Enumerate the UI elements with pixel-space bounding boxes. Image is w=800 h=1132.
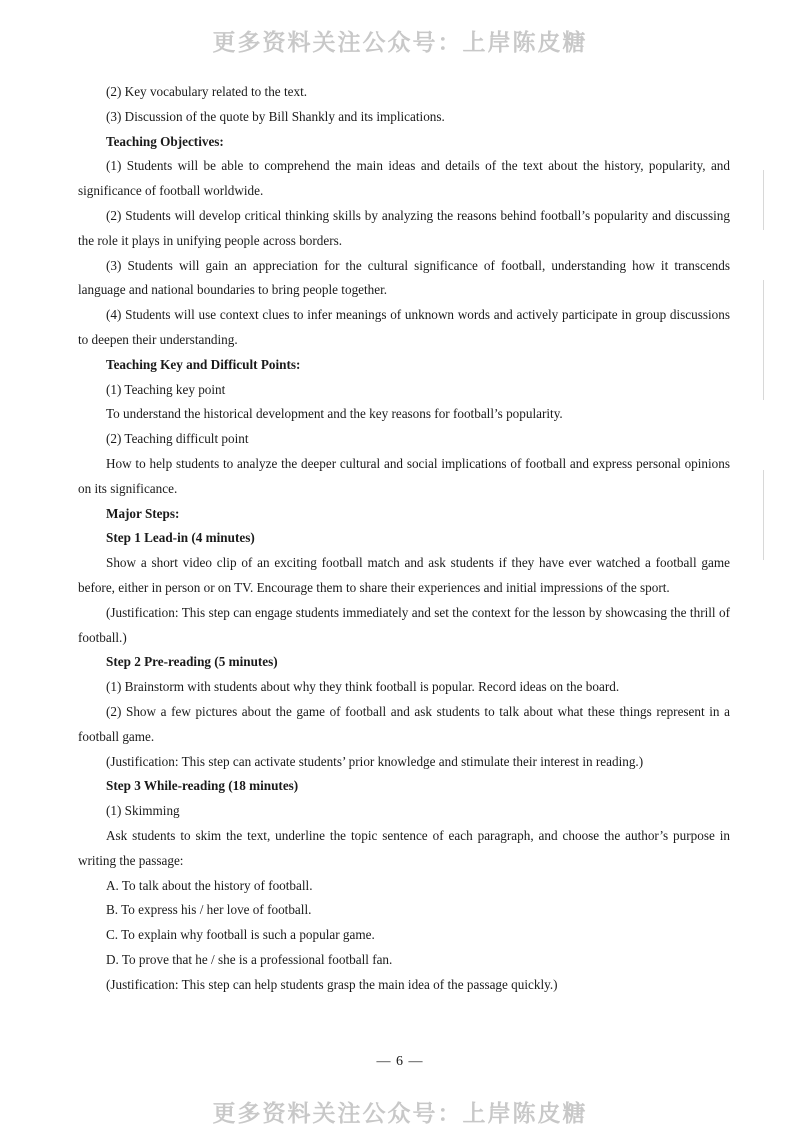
key-point-label: (1) Teaching key point [106,381,226,397]
teaching-objectives-heading: Teaching Objectives: [106,133,224,149]
skimming-text: Ask students to skim the text, underline the topic sentence of each paragraph, and choose the author’s purpose in writing the passage: [78,827,730,868]
major-steps-heading: Major Steps: [106,505,180,521]
option-a: A. To talk about the history of football. [106,877,313,893]
scan-edge-mark [763,170,764,230]
skimming-label: (1) Skimming [106,803,180,819]
step-1-heading: Step 1 Lead-in (4 minutes) [106,530,255,546]
step-1-text: Show a short video clip of an exciting football match and ask students if they have ever watched a football game before, either in person or on TV. Encourage them to share their experiences and initial impressions of the sport. [78,555,730,595]
scan-edge-mark [763,470,764,560]
step-2-justification: (Justification: This step can activate students’ prior knowledge and stimulate their interest in reading.) [106,753,644,769]
scan-edge-mark [763,280,764,400]
option-d: D. To prove that he / she is a professional football fan. [106,951,393,967]
step-2-item-2: (2) Show a few pictures about the game of football and ask students to talk about what these things represent in a football game. [78,703,730,744]
content-point-2: (2) Key vocabulary related to the text. [106,84,308,99]
step-1-justification: (Justification: This step can engage students immediately and set the context for the lesson by showcasing the thrill of football.) [78,604,730,645]
page-number: — 6 — [376,1054,424,1069]
document-body [78,80,730,997]
key-difficult-points-heading: Teaching Key and Difficult Points: [106,356,301,372]
step-2-heading: Step 2 Pre-reading (5 minutes) [106,654,278,670]
difficult-point-label: (2) Teaching difficult point [106,431,249,447]
watermark-bottom: 更多资料关注公众号：上岸陈皮糖 [212,1101,588,1127]
option-c: C. To explain why football is such a popular game. [106,927,375,943]
objective-4: (4) Students will use context clues to infer meanings of unknown words and actively participate in group discussions to deepen their understanding. [78,307,730,347]
step-3-heading: Step 3 While-reading (18 minutes) [106,778,299,794]
objective-1: (1) Students will be able to comprehend the main ideas and details of the text about the history, popularity, and significance of football worldwide. [78,158,730,199]
key-point-text: To understand the historical development and the key reasons for football’s popularity. [106,406,563,422]
objective-2: (2) Students will develop critical thinking skills by analyzing the reasons behind football’s popularity and discussing the role it plays in unifying people across borders. [78,207,730,248]
watermark-top: 更多资料关注公众号：上岸陈皮糖 [212,30,588,56]
objective-3: (3) Students will gain an appreciation for the cultural significance of football, understanding how it transcends language and national boundaries to bring people together. [78,257,730,298]
content-point-3: (3) Discussion of the quote by Bill Shankly and its implications. [106,108,445,124]
option-b: B. To express his / her love of football. [106,902,312,918]
step-3-justification: (Justification: This step can help students grasp the main idea of the passage quickly.) [106,976,558,992]
step-2-item-1: (1) Brainstorm with students about why they think football is popular. Record ideas on the board. [106,679,620,695]
difficult-point-text: How to help students to analyze the deeper cultural and social implications of football and express personal opinions on its significance. [78,455,730,496]
